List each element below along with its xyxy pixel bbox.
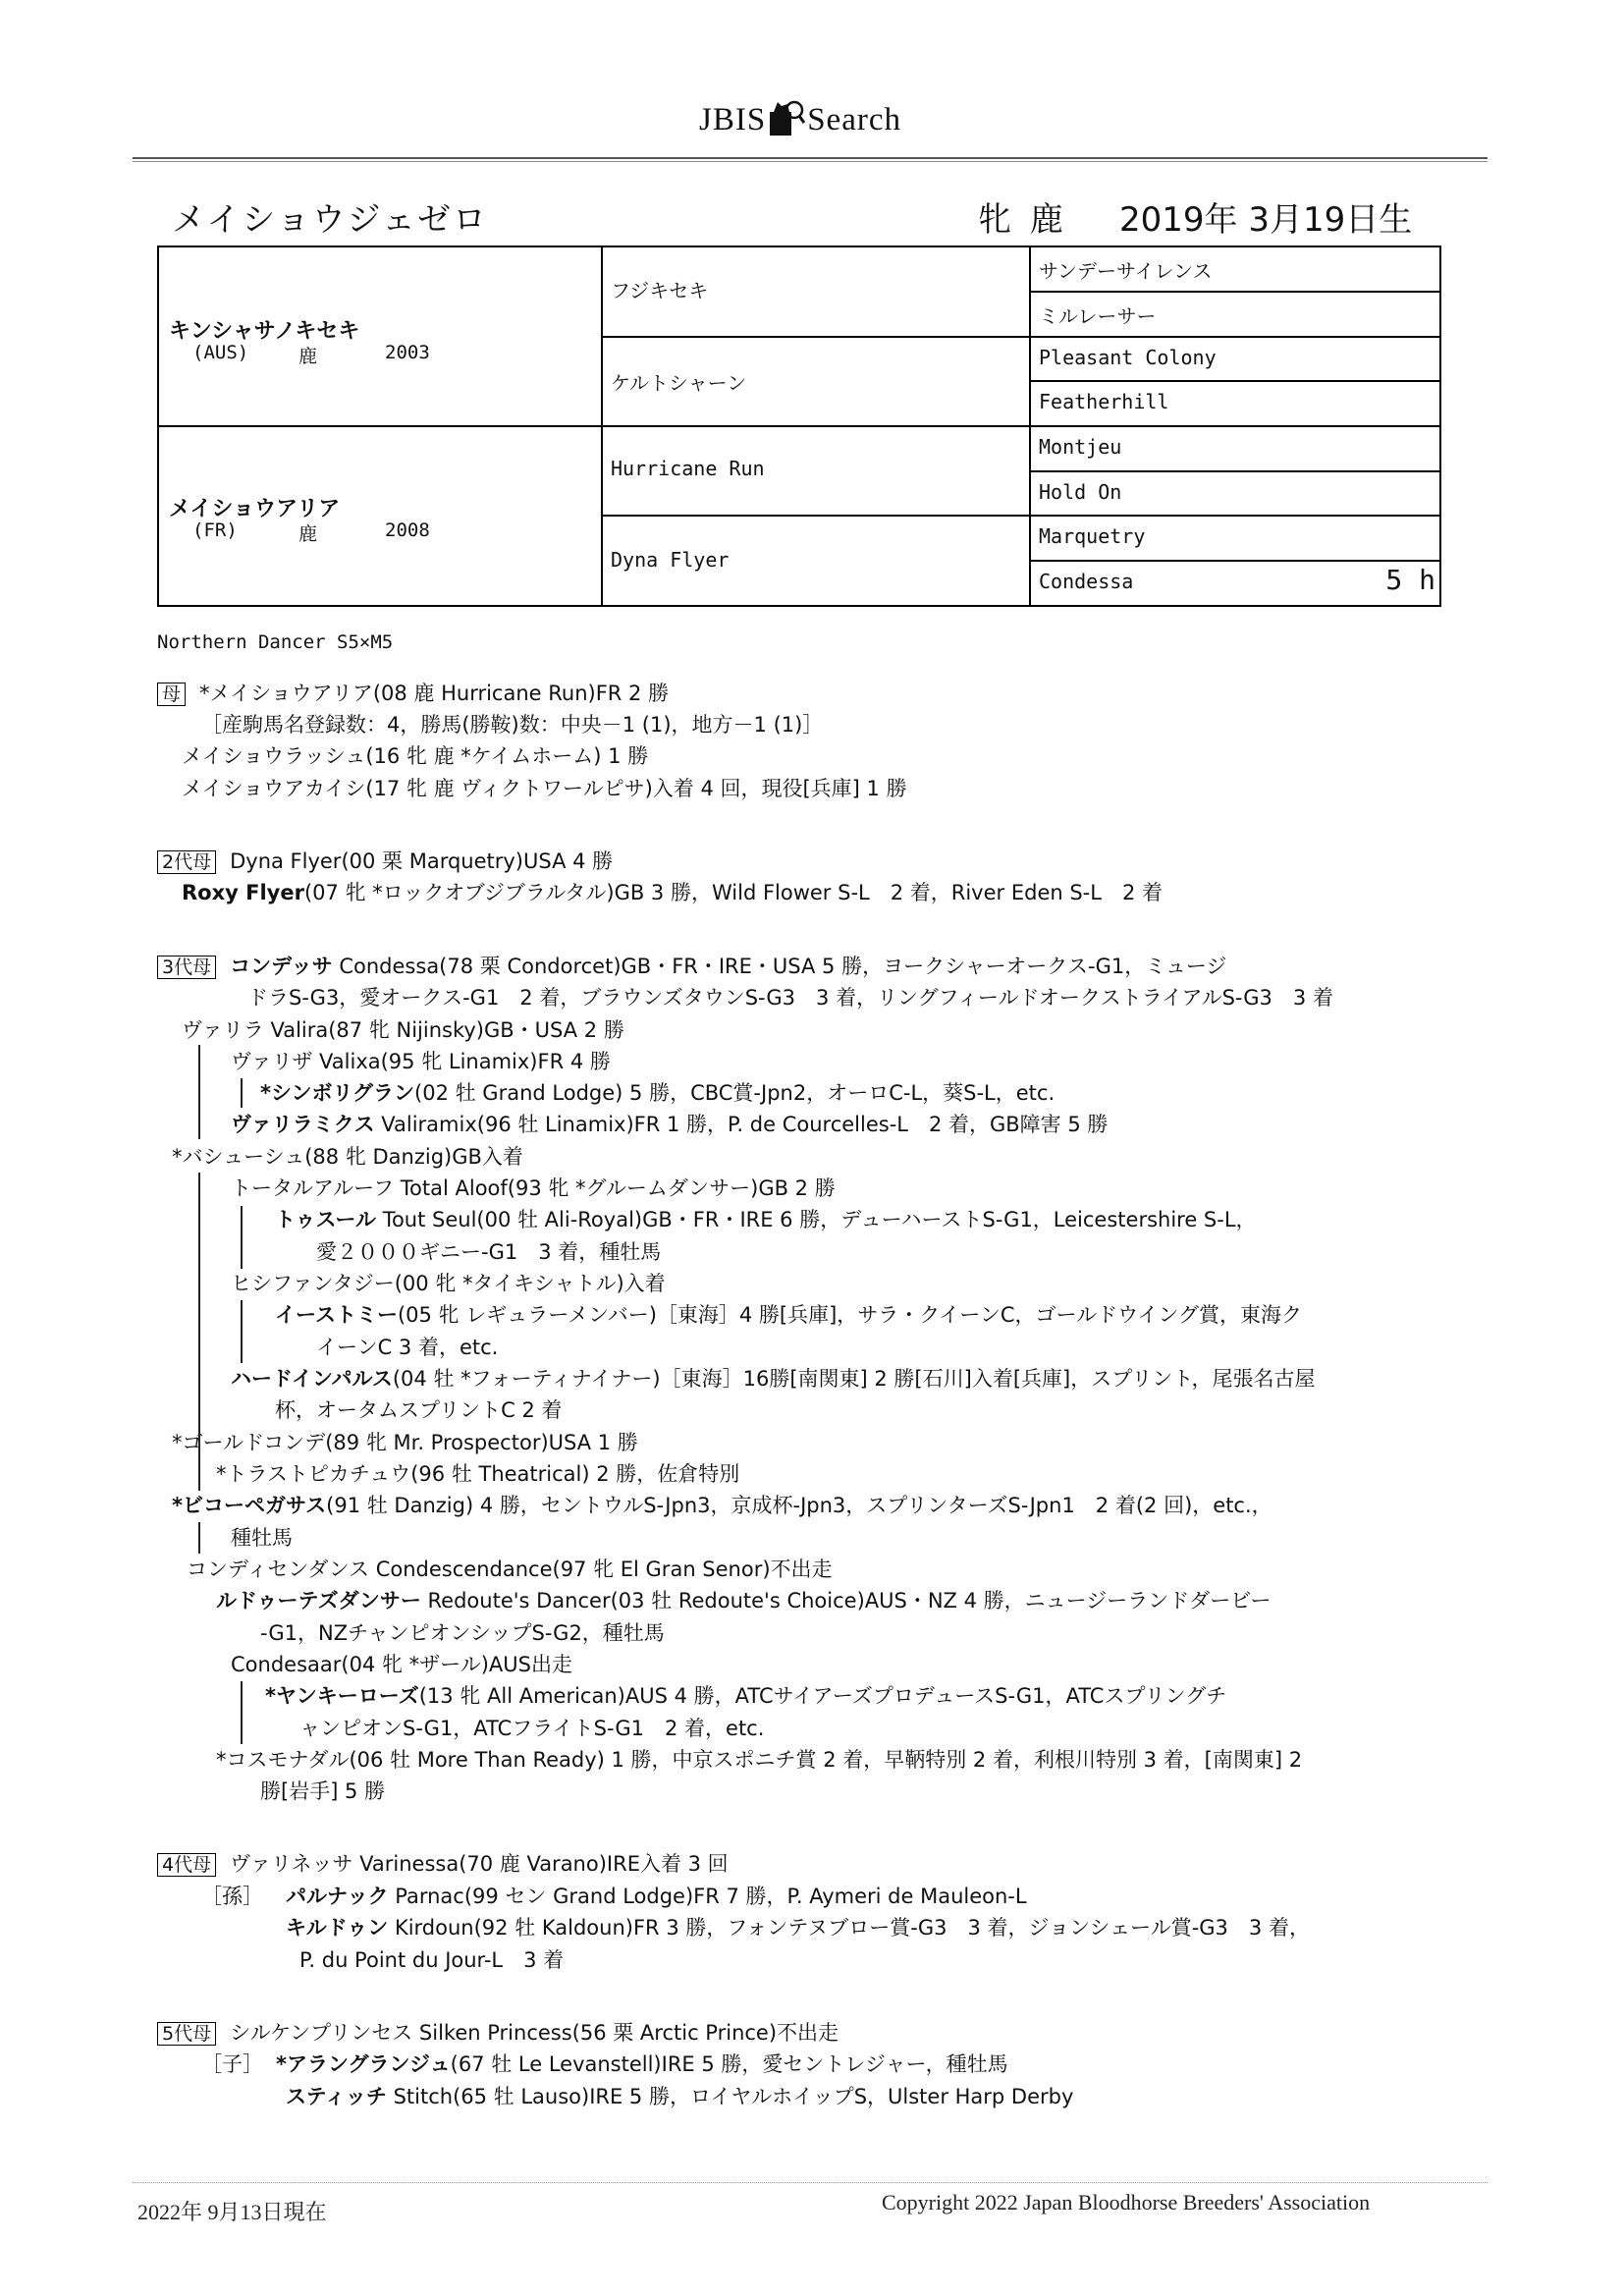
family-line-text: ヴァリネッサ Varinessa(70 鹿 Varano)IRE入着 3 回	[230, 1852, 729, 1876]
gen2-name: Hurricane Run	[611, 457, 765, 480]
family-line	[201, 2052, 1008, 2077]
tree-connector	[241, 1681, 243, 1744]
notable-horse: *ビコーペガサス	[172, 1494, 327, 1517]
dam-color: 鹿	[298, 523, 318, 545]
family-line	[231, 1367, 1315, 1392]
generation-label: 3代母	[157, 956, 216, 979]
family-line-text: (05 牝 レギュラーメンバー)［東海］4 勝[兵庫]，サラ・クイーンC，ゴールドウイング賞，東海ク	[397, 1303, 1303, 1327]
generation-label: 2代母	[157, 850, 216, 874]
family-line: 愛２０００ギニー-G1 3 着，種牡馬	[316, 1240, 662, 1264]
family-line: *バシューシュ(88 牝 Danzig)GB入着	[172, 1145, 523, 1169]
family-line-text: *メイショウアリア(08 鹿 Hurricane Run)FR 2 勝	[199, 682, 670, 705]
pedigree-gen2-cell	[603, 247, 1031, 338]
family-line-text: Stitch(65 牡 Lauso)IRE 5 勝，ロイヤルホイップS，Ulster Harp Derby	[386, 2085, 1074, 2108]
horse-sex-color: 牝 鹿	[978, 200, 1067, 240]
family-line: Condesaar(04 牝 *ザール)AUS出走	[231, 1653, 572, 1676]
notable-horse: パルナック	[286, 1885, 389, 1908]
logo-text-left: JBIS	[699, 102, 767, 137]
gen3-name: ミルレーサー	[1039, 304, 1157, 328]
gen3-name: Marquetry	[1039, 524, 1146, 548]
family-line	[157, 849, 613, 874]
family-line-text: (04 牡 *フォーティナイナー)［東海］16勝[南関東] 2 勝[石川]入着[兵庫]，スプリント，尾張名古屋	[392, 1367, 1316, 1391]
pedigree-dam-cell	[159, 427, 603, 605]
header-rule	[133, 157, 1488, 159]
notable-horse: スティッチ	[286, 2085, 387, 2108]
sire-year: 2003	[385, 342, 430, 363]
family-line	[275, 1303, 1302, 1328]
family-line	[182, 881, 1163, 905]
pedigree-table	[157, 246, 1441, 607]
family-line	[157, 1852, 729, 1877]
notable-horse: *ヤンキーローズ	[265, 1684, 419, 1708]
family-line: ャンピオンS-G1，ATCフライトS-G1 2 着，etc.	[299, 1717, 765, 1740]
pedigree-gen3-cell	[1031, 293, 1439, 338]
family-line-text: Redoute's Dancer(03 牡 Redoute's Choice)AUS・NZ 4 勝，ニュージーランドダービー	[420, 1589, 1272, 1613]
notable-horse: ルドゥーテズダンサー	[216, 1589, 421, 1613]
family-line	[265, 1684, 1226, 1709]
gen3-name: サンデーサイレンス	[1039, 259, 1213, 283]
family-line	[231, 1113, 1108, 1137]
family-line	[157, 2021, 839, 2046]
family-line-text: (07 牝 *ロックオブジブラルタル)GB 3 勝，Wild Flower S-L 2 着，River Eden S-L 2 着	[303, 881, 1163, 904]
pedigree-gen2-cell	[603, 427, 1031, 517]
family-line-text: Parnac(99 セン Grand Lodge)FR 7 勝，P. Aymeri de Mauleon-L	[388, 1885, 1027, 1908]
pedigree-gen3-cell	[1031, 382, 1439, 427]
pedigree-gen3-cell	[1031, 427, 1439, 472]
header-rule-thin	[133, 161, 1488, 162]
family-line: メイショウラッシュ(16 牝 鹿 *ケイムホーム) 1 勝	[182, 744, 649, 768]
notable-horse: キルドゥン	[286, 1916, 389, 1940]
family-line	[201, 1885, 1027, 1909]
family-line	[157, 682, 669, 706]
family-line: 種牡馬	[231, 1526, 293, 1550]
family-line: イーンC 3 着，etc.	[316, 1336, 499, 1359]
family-line	[286, 1916, 1310, 1941]
family-line: P. du Point du Jour-L 3 着	[299, 1948, 565, 1972]
relation-tag: ［子］	[201, 2052, 263, 2076]
notable-horse: コンデッサ	[230, 955, 333, 978]
family-line	[157, 955, 1226, 979]
inbreeding-note: Northern Dancer S5×M5	[157, 631, 394, 653]
gen3-name: Pleasant Colony	[1039, 346, 1217, 369]
sire-origin: (AUS)	[192, 342, 249, 363]
family-line-text: Dyna Flyer(00 栗 Marquetry)USA 4 勝	[230, 849, 614, 873]
family-line	[172, 1494, 1272, 1518]
pedigree-gen3-cell	[1031, 472, 1439, 517]
notable-horse: トゥスール	[275, 1208, 377, 1231]
tree-connector	[241, 1206, 243, 1269]
family-line: ドラS-G3，愛オークス-G1 2 着，ブラウンズタウンS-G3 3 着，リングフィールドオークストライアルS-G3 3 着	[247, 986, 1333, 1010]
family-line: ヒシファンタジー(00 牝 *タイキシャトル)入着	[231, 1272, 666, 1295]
pedigree-gen3-cell	[1031, 517, 1439, 562]
generation-label: 5代母	[157, 2022, 216, 2046]
family-line	[275, 1208, 1257, 1232]
tree-connector	[198, 1522, 200, 1554]
tree-connector	[241, 1300, 243, 1363]
dam-year: 2008	[385, 519, 430, 541]
family-line	[260, 1081, 1055, 1106]
family-line: 勝[岩手] 5 勝	[260, 1779, 386, 1803]
notable-horse: ヴァリラミクス	[231, 1113, 375, 1136]
family-line: *コスモナダル(06 牡 More Than Ready) 1 勝，中京スポニチ賞 2 着，早鞆特別 2 着，利根川特別 3 着，[南関東] 2	[216, 1748, 1303, 1772]
gen2-name: ケルトシャーン	[611, 371, 747, 395]
horse-magnifier-icon	[768, 98, 805, 137]
family-line: ヴァリラ Valira(87 牝 Nijinsky)GB・USA 2 勝	[182, 1018, 624, 1042]
gen3-name: Hold On	[1039, 480, 1122, 504]
dam-origin: (FR)	[192, 519, 238, 541]
family-line-text: (13 牝 All American)AUS 4 勝，ATCサイアーズプロデュースS-G1，ATCスプリングチ	[418, 1684, 1227, 1708]
family-line: *ゴールドコンデ(89 牝 Mr. Prospector)USA 1 勝	[172, 1431, 638, 1454]
copyright: Copyright 2022 Japan Bloodhorse Breeders' Association	[882, 2190, 1371, 2214]
pedigree-gen3-cell	[1031, 338, 1439, 382]
logo-text-right: Search	[807, 102, 901, 137]
notable-horse: ハードインパルス	[231, 1367, 393, 1391]
pedigree-gen2-cell	[603, 338, 1031, 427]
family-line	[216, 1589, 1271, 1613]
notable-horse: *シンボリグラン	[260, 1081, 415, 1105]
horse-name: メイショウジェゼロ	[172, 200, 488, 240]
family-line: -G1，NZチャンピオンシップS-G2，種牡馬	[260, 1621, 665, 1645]
tree-connector	[198, 1173, 200, 1491]
pedigree-sire-cell	[159, 247, 603, 427]
family-line-text: Condessa(78 栗 Condorcet)GB・FR・IRE・USA 5 勝，ヨークシャーオークス-G1，ミュージ	[332, 955, 1227, 978]
generation-label: 母	[157, 683, 186, 706]
horse-birthdate: 2019年 3月19日生	[1119, 200, 1413, 240]
family-line-text: (02 牡 Grand Lodge) 5 勝，CBC賞-Jpn2，オーロC-L，葵S-L，etc.	[414, 1081, 1056, 1105]
family-line: ヴァリザ Valixa(95 牝 Linamix)FR 4 勝	[231, 1050, 611, 1073]
family-line	[286, 2085, 1073, 2109]
family-line-text: シルケンプリンセス Silken Princess(56 栗 Arctic Prince)不出走	[230, 2021, 839, 2045]
report-date: 2022年 9月13日現在	[137, 2200, 327, 2224]
family-line: 杯，オータムスプリントC 2 着	[275, 1398, 563, 1422]
notable-horse: *アラングランジュ	[276, 2052, 451, 2076]
family-line: *トラストピカチュウ(96 牡 Theatrical) 2 勝，佐倉特別	[216, 1462, 740, 1486]
pedigree-gen3-cell	[1031, 247, 1439, 293]
gen3-name: Condessa	[1039, 570, 1134, 593]
family-line: メイショウアカイシ(17 牝 鹿 ヴィクトワールピサ)入着 4 回，現役[兵庫] 1 勝	[182, 777, 907, 800]
family-line-text: Valiramix(96 牡 Linamix)FR 1 勝，P. de Courcelles-L 2 着，GB障害 5 勝	[374, 1113, 1109, 1136]
notable-horse: Roxy Flyer	[182, 881, 304, 904]
jbis-search-logo	[699, 98, 901, 138]
family-line: トータルアルーフ Total Aloof(93 牝 *グルームダンサー)GB 2 勝	[231, 1176, 836, 1200]
gen2-name: Dyna Flyer	[611, 548, 730, 572]
tree-connector	[241, 1078, 243, 1108]
sire-color: 鹿	[298, 346, 318, 367]
family-line-text: (67 牡 Le Levanstell)IRE 5 勝，愛セントレジャー，種牡馬	[450, 2052, 1008, 2076]
sire-name: キンシャサノキセキ	[169, 319, 360, 344]
pedigree-gen3-cell	[1031, 562, 1439, 605]
generation-label: 4代母	[157, 1853, 216, 1877]
gen3-name: Featherhill	[1039, 390, 1169, 413]
family-number: 5 h	[1385, 564, 1435, 596]
family-line: ［産駒馬名登録数：4，勝馬(勝鞍)数：中央－1 (1)，地方－1 (1)］	[201, 713, 824, 737]
family-line: コンディセンダンス Condescendance(97 牝 El Gran Senor)不出走	[187, 1558, 833, 1581]
footer-rule	[133, 2182, 1488, 2183]
notable-horse: イーストミー	[275, 1303, 398, 1327]
relation-tag: ［孫］	[201, 1885, 263, 1908]
tree-connector	[198, 1045, 200, 1139]
family-line-text: (91 牡 Danzig) 4 勝，セントウルS-Jpn3，京成杯-Jpn3，スプリンターズS-Jpn1 2 着(2 回)，etc.，	[326, 1494, 1272, 1517]
gen3-name: Montjeu	[1039, 435, 1122, 459]
gen2-name: フジキセキ	[611, 279, 709, 302]
pedigree-gen2-cell	[603, 517, 1031, 605]
tree-connector	[198, 1459, 200, 1489]
family-line-text: Kirdoun(92 牡 Kaldoun)FR 3 勝，フォンテヌブロー賞-G3 3 着，ジョンシェール賞-G3 3 着，	[388, 1916, 1310, 1940]
dam-name: メイショウアリア	[169, 497, 341, 521]
family-line-text: Tout Seul(00 牡 Ali-Royal)GB・FR・IRE 6 勝，デューハーストS-G1，Leicestershire S-L，	[376, 1208, 1257, 1231]
